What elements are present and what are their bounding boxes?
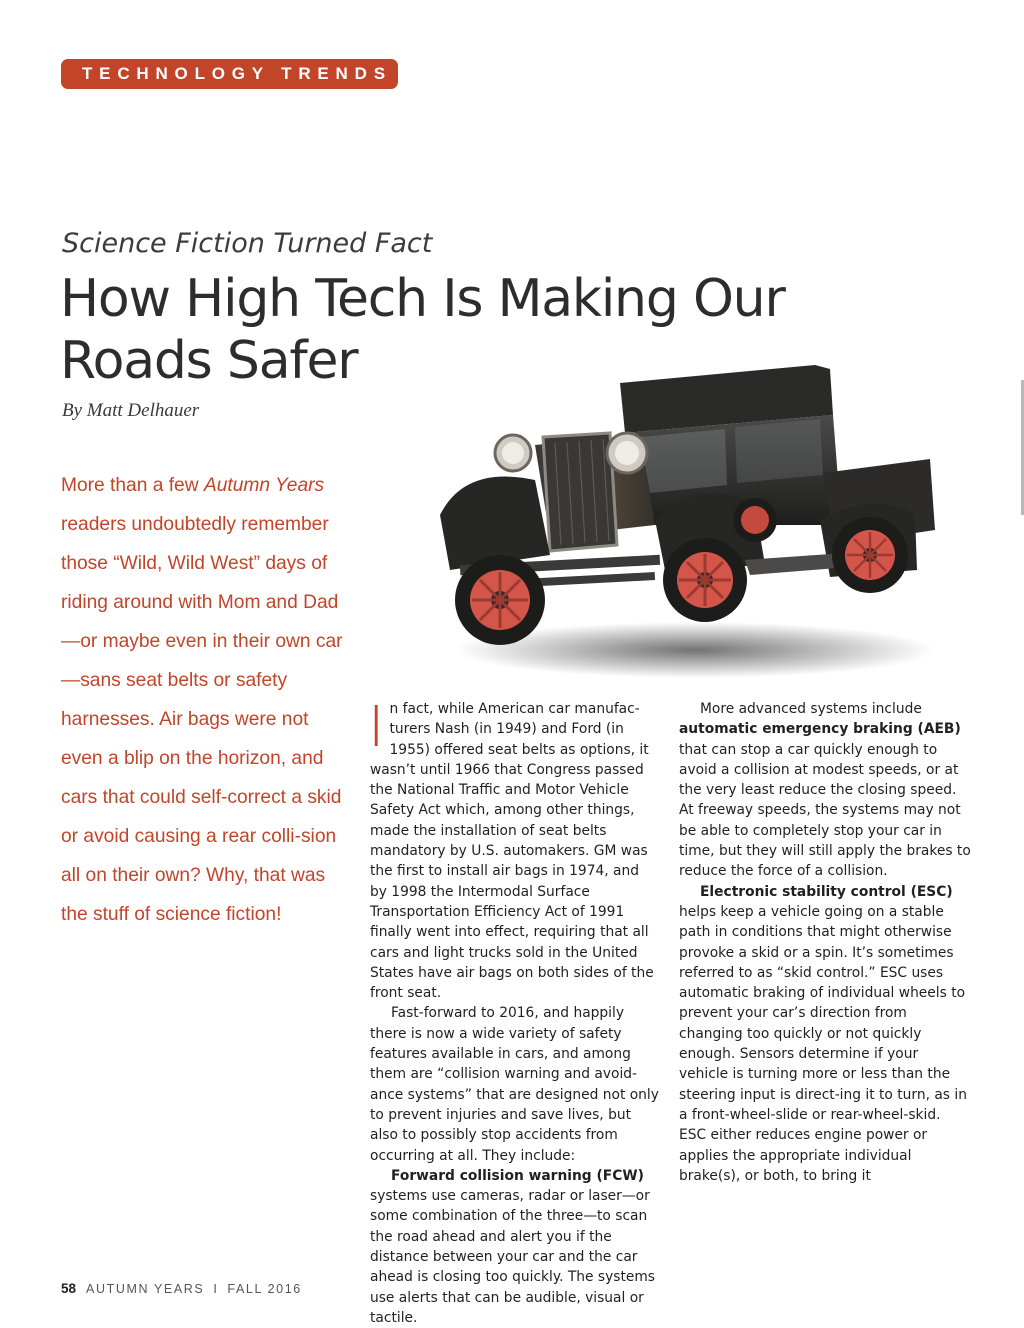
body-paragraph-4-lead: More advanced systems include bbox=[700, 701, 922, 717]
body-paragraph-4-text: that can stop a car quickly enough to avoid a collision at modest speeds, or at the very least reduce the closing speed. At freeway speeds, the systems may not be able to completely stop your car in time, but they will still apply the brakes to reduce the force of a collision. bbox=[679, 741, 971, 880]
pull-quote-text-end: readers undoubtedly remember those “Wild, Wild West” days of riding around with Mom and Dad—or maybe even in their own car—sans seat belts or safety harnesses. Air bags were not even a blip on the horizon, and cars that could self-correct a skid or avoid causing a rear colli-sion all on their own? Why, that was the stuff of science fiction! bbox=[61, 514, 343, 925]
body-paragraph-1-text: n fact, while American car manufac-turers Nash (in 1949) and Ford (in 1955) offered seat belts as options, it wasn’t until 1966 that Congress passed the National Traffic and Motor Vehicle Safety Act which, among other things, made the installation of seat belts mandatory by U.S. automakers. GM was the first to install air bags in 1974, and by 1998 the Intermodal Surface Transportation Efficiency Act of 1991 finally went into effect, requiring that all cars and light trucks sold in the United States have air bags on both sides of the front seat. bbox=[370, 701, 654, 1002]
fcw-term: Forward collision warning (FCW) bbox=[391, 1167, 644, 1184]
body-paragraph-5-text: helps keep a vehicle going on a stable path in conditions that might otherwise provoke a skid or a spin. It’s sometimes referred to as “skid control.” ESC uses automatic braking of individual wheels to prevent your car’s direction from changing too quickly or not quickly enough. Sensors determine if your vehicle is turning more or less than the steering input is direct-ing it to turn, as in a front-wheel-slide or rear-wheel-skid. ESC either reduces engine power or applies the appropriate individual brake(s), or both, to bring it bbox=[679, 903, 967, 1184]
body-column-1 bbox=[368, 695, 660, 1328]
article-byline: By Matt Delhauer bbox=[62, 400, 200, 421]
drop-cap: I bbox=[368, 695, 385, 760]
article-title-line-1: How High Tech Is Making Our bbox=[60, 269, 785, 329]
section-tag bbox=[61, 59, 398, 89]
body-paragraph-4 bbox=[679, 699, 971, 882]
pull-quote-publication-name: Autumn Years bbox=[203, 475, 325, 496]
article-title-line-2: Roads Safer bbox=[60, 331, 358, 391]
page-number: 58 bbox=[61, 1281, 77, 1296]
body-paragraph-3-text: systems use cameras, radar or laser—or some combination of the three—to scan the road ahead and alert you if the distance between your car and the car ahead is closing too quickly. The systems use alerts that can be audible, visual or tactile. bbox=[370, 1188, 655, 1326]
footer-issue: FALL 2016 bbox=[227, 1282, 302, 1296]
body-column-2 bbox=[679, 699, 971, 1186]
footer-separator: I bbox=[213, 1282, 219, 1296]
pull-quote bbox=[61, 466, 351, 934]
section-tag-label: TECHNOLOGY TRENDS bbox=[82, 64, 392, 83]
page-footer bbox=[61, 1281, 302, 1296]
vintage-truck-photo bbox=[425, 355, 940, 685]
body-paragraph-1 bbox=[368, 695, 660, 1003]
body-paragraph-3 bbox=[370, 1166, 660, 1328]
article-kicker: Science Fiction Turned Fact bbox=[62, 228, 433, 259]
aeb-term: automatic emergency braking (AEB) bbox=[679, 721, 961, 738]
body-paragraph-5 bbox=[679, 882, 971, 1186]
pull-quote-text-start: More than a few bbox=[61, 475, 204, 496]
footer-publication: AUTUMN YEARS bbox=[86, 1282, 205, 1296]
esc-term: Electronic stability control (ESC) bbox=[700, 883, 953, 900]
body-paragraph-2: Fast-forward to 2016, and happily there is now a wide variety of safety features available in cars, and among them are “collision warning and avoid-ance systems” that are designed not only to prevent injuries and save lives, but also to possibly stop accidents from occurring at all. They include: bbox=[370, 1005, 659, 1164]
